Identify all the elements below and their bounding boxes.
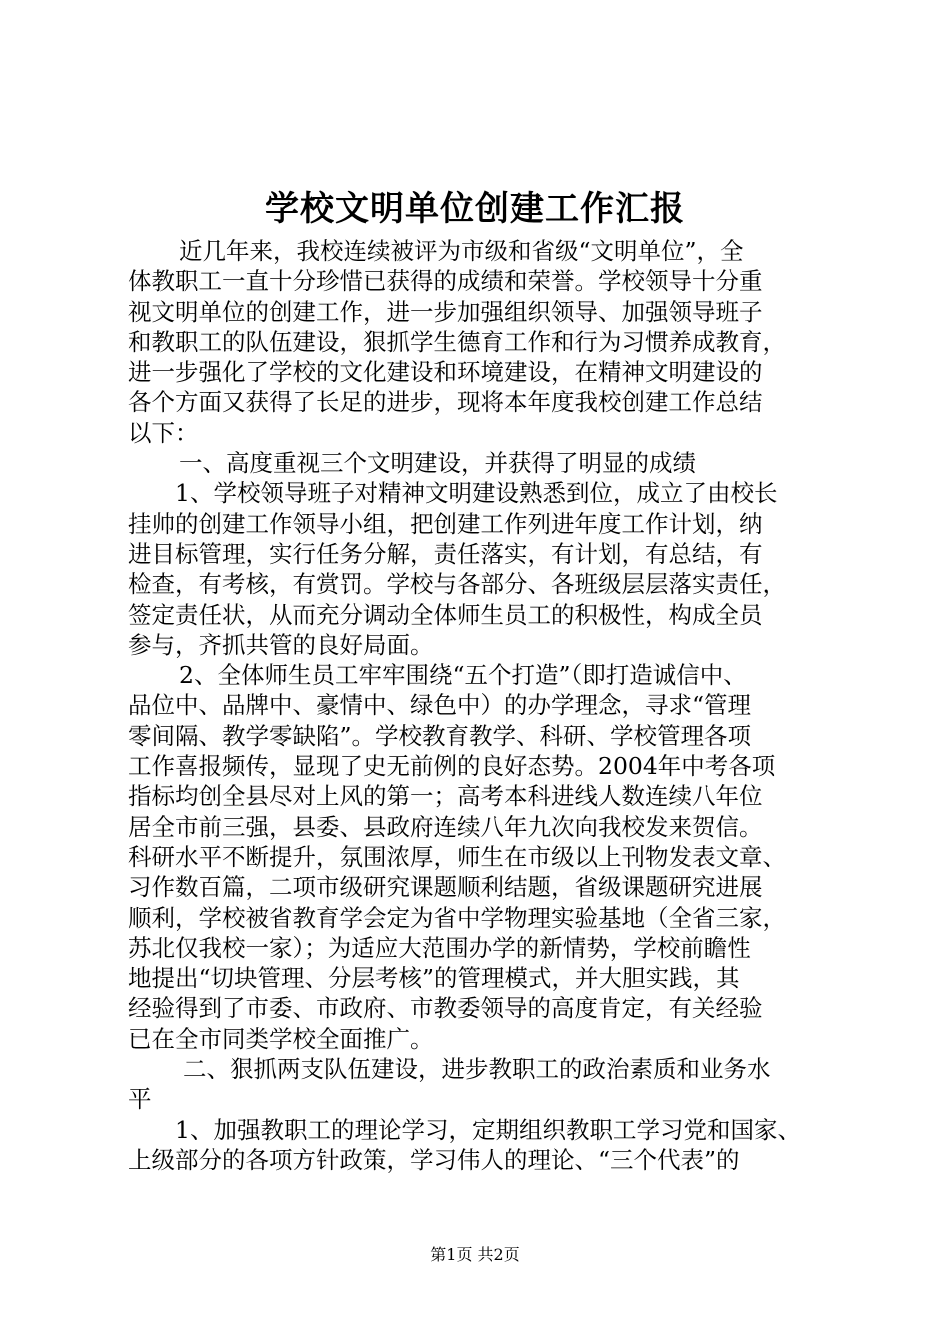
section-heading: 平 (128, 1085, 152, 1114)
paragraph-line: 居全市前三强，县委、县政府连续八年九次向我校发来贺信。 (128, 812, 763, 841)
paragraph-line: 习作数百篇，二项市级研究课题顺利结题，省级课题研究进展 (128, 873, 763, 902)
paragraph-line: 已在全市同类学校全面推广。 (128, 1024, 434, 1053)
paragraph-line: 近几年来，我校连续被评为市级和省级“文明单位”，全 (179, 237, 744, 265)
paragraph-line: 进一步强化了学校的文化建设和环境建设，在精神文明建设的 (128, 358, 763, 387)
paragraph-line: 科研水平不断提升，氛围浓厚，师生在市级以上刊物发表文章、 (128, 842, 786, 871)
document-title: 学校文明单位创建工作汇报 (265, 189, 685, 229)
paragraph-line: 以下： (128, 418, 199, 447)
paragraph-line: 1、加强教职工的理论学习，定期组织教职工学习党和国家、 (175, 1115, 801, 1144)
paragraph-line: 检查，有考核，有赏罚。学校与各部分、各班级层层落实责任， (128, 570, 786, 599)
paragraph-line: 参与，齐抓共管的良好局面。 (128, 630, 434, 659)
paragraph-line: 工作喜报频传，显现了史无前例的良好态势。2004年中考各项 (128, 752, 776, 781)
paragraph-line: 顺利，学校被省教育学会定为省中学物理实验基地（全省三家， (128, 903, 786, 932)
page-number: 第1页 共2页 (430, 1245, 520, 1264)
paragraph-line: 1、学校领导班子对精神文明建设熟悉到位，成立了由校长 (175, 479, 778, 508)
paragraph-line: 苏北仅我校一家）；为适应大范围办学的新情势，学校前瞻性 (128, 933, 751, 962)
paragraph-line: 和教职工的队伍建设，狠抓学生德育工作和行为习惯养成教育， (128, 327, 786, 356)
document-body (128, 236, 840, 1175)
paragraph-line: 2、全体师生员工牢牢围绕“五个打造”（即打造诚信中、 (179, 661, 747, 690)
paragraph-line: 视文明单位的创建工作，进一步加强组织领导、加强领导班子 (128, 297, 763, 326)
paragraph-line: 上级部分的各项方针政策，学习伟人的理论、“三个代表”的 (128, 1145, 740, 1174)
paragraph-line: 体教职工一直十分珍惜已获得的成绩和荣誉。学校领导十分重 (128, 267, 763, 296)
paragraph-line: 进目标管理，实行任务分解，责任落实，有计划，有总结，有 (128, 539, 763, 568)
paragraph-line: 签定责任状，从而充分调动全体师生员工的积极性，构成全员 (128, 600, 763, 629)
paragraph-line: 经验得到了市委、市政府、市教委领导的高度肯定，有关经验 (128, 994, 763, 1023)
paragraph-line: 品位中、品牌中、豪情中、绿色中）的办学理念，寻求“管理 (128, 691, 752, 720)
paragraph-line: 地提出“切块管理、分层考核”的管理模式，并大胆实践，其 (128, 964, 740, 993)
paragraph-line: 零间隔、教学零缺陷”。学校教育教学、科研、学校管理各项 (128, 721, 752, 750)
section-heading: 二、狠抓两支队伍建设，进步教职工的政治素质和业务水 (183, 1055, 771, 1084)
paragraph-line: 挂帅的创建工作领导小组，把创建工作列进年度工作计划，纳 (128, 509, 763, 538)
paragraph-line: 指标均创全县尽对上风的第一；高考本科进线人数连续八年位 (128, 782, 763, 811)
paragraph-line: 各个方面又获得了长足的进步，现将本年度我校创建工作总结 (128, 388, 763, 417)
section-heading: 一、高度重视三个文明建设，并获得了明显的成绩 (179, 449, 696, 478)
